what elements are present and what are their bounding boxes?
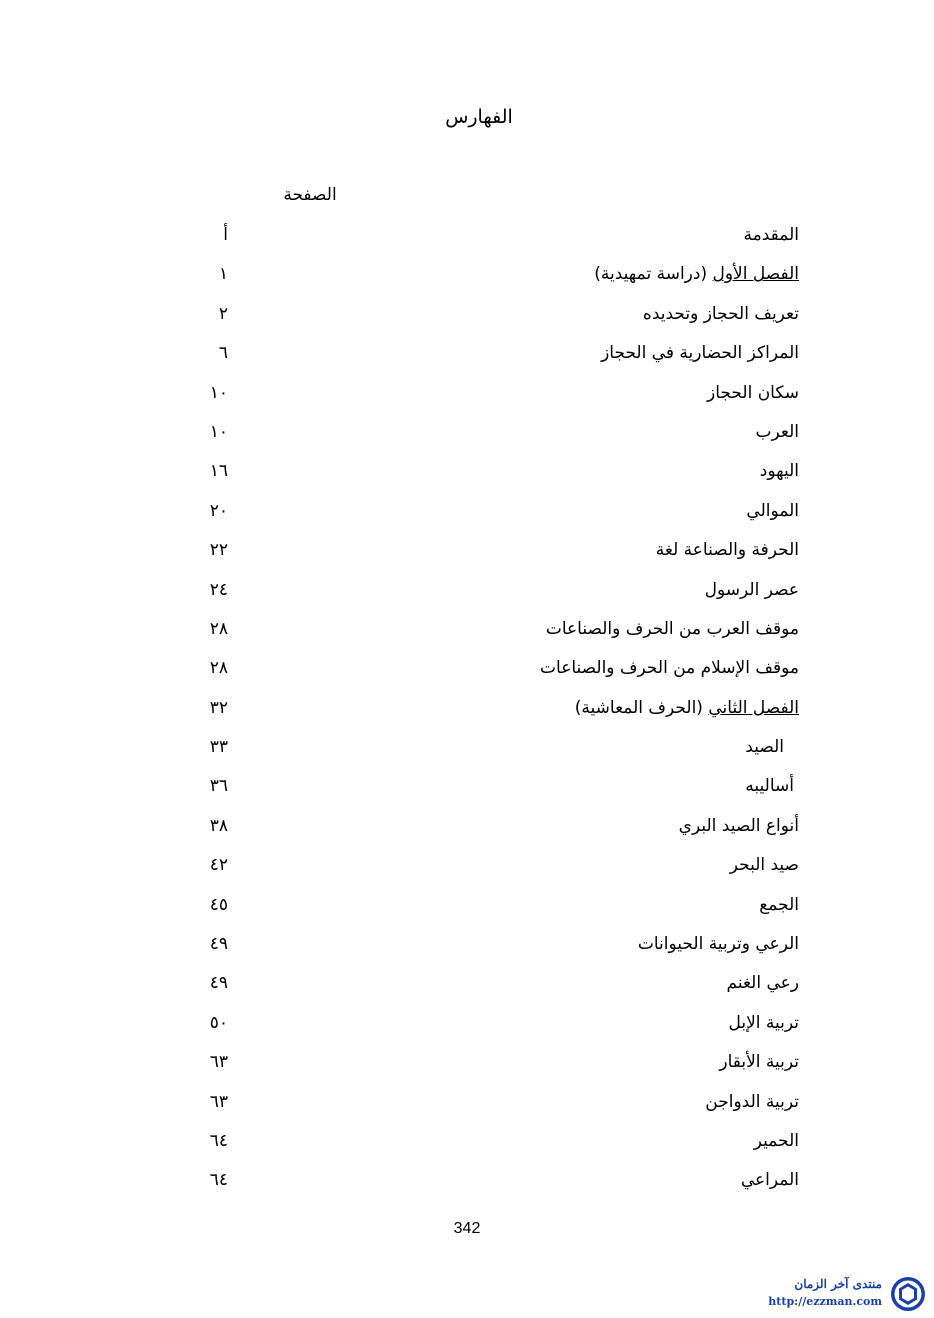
toc-row	[0, 807, 934, 846]
toc-row	[0, 295, 934, 334]
toc-row	[0, 649, 934, 688]
toc-row	[0, 492, 934, 531]
toc-row	[0, 1122, 934, 1161]
toc-row	[0, 216, 934, 255]
toc-row	[0, 1083, 934, 1122]
toc-row	[0, 1161, 934, 1200]
toc-entry	[679, 816, 799, 836]
toc-entry-text: الموالي	[746, 500, 799, 521]
toc-page-number: ١٦	[209, 461, 228, 482]
toc-row	[0, 728, 934, 767]
toc-entry-text: أساليبه	[745, 776, 794, 797]
toc-entry-text: تعريف الحجاز وتحديده	[642, 303, 799, 324]
toc-page-number: ٦٣	[209, 1052, 228, 1073]
toc-page-number: ١٠	[209, 382, 228, 403]
forum-watermark[interactable]	[726, 1274, 926, 1314]
toc-entry-text: موقف العرب من الحرف والصناعات	[545, 618, 799, 639]
toc-entry	[759, 895, 799, 915]
toc-entry	[719, 1052, 799, 1072]
toc-row	[0, 886, 934, 925]
toc-row	[0, 1004, 934, 1043]
toc-entry-text: عصر الرسول	[704, 579, 799, 600]
toc-row	[0, 1043, 934, 1082]
toc-entry	[707, 383, 799, 403]
toc-entry-text: (دراسة تمهيدية)	[594, 264, 713, 285]
toc-entry	[643, 304, 799, 324]
chapter-heading: الفصل الأول	[712, 264, 799, 285]
toc-page-number: ٤٩	[209, 934, 228, 955]
toc-entry	[728, 1013, 799, 1033]
page-title: الفهارس	[445, 106, 513, 128]
toc-page-number: ٢٢	[209, 540, 228, 561]
hexagon-shield-icon	[890, 1276, 926, 1312]
toc-entry	[745, 737, 784, 757]
toc-row	[0, 925, 934, 964]
toc-page-number: ٥٠	[209, 1012, 228, 1033]
toc-row	[0, 255, 934, 294]
table-of-contents	[0, 216, 934, 1201]
toc-entry-text: تربية الدواجن	[705, 1091, 799, 1112]
toc-entry-text: رعي الغنم	[726, 973, 799, 994]
toc-page-number: ٢	[218, 303, 228, 324]
toc-row	[0, 374, 934, 413]
toc-entry-text: المراعي	[740, 1170, 799, 1191]
toc-entry-text: المقدمة	[743, 225, 799, 245]
toc-page-number: ٤٢	[209, 855, 228, 876]
toc-entry-text: الحرفة والصناعة لغة	[655, 540, 799, 561]
toc-entry	[745, 776, 794, 796]
toc-entry	[741, 1170, 799, 1190]
toc-row	[0, 610, 934, 649]
toc-page-number: ٣٨	[209, 815, 228, 836]
toc-entry	[638, 934, 799, 954]
toc-entry	[760, 461, 799, 481]
toc-row	[0, 531, 934, 570]
toc-entry	[746, 501, 799, 521]
toc-entry-text: اليهود	[759, 461, 799, 482]
toc-entry-text: الحمير	[753, 1130, 799, 1151]
toc-page-number: ٦٣	[209, 1091, 228, 1112]
toc-entry-text: الصيد	[745, 737, 784, 758]
watermark-name: منتدى آخر الزمان	[794, 1277, 882, 1291]
toc-entry-text: موقف الإسلام من الحرف والصناعات	[540, 658, 799, 679]
toc-entry	[727, 973, 799, 993]
toc-entry-text: أنواع الصيد البري	[678, 815, 799, 836]
toc-page-number: ٦٤	[209, 1170, 228, 1191]
toc-entry-text: سكان الحجاز	[707, 382, 799, 403]
toc-page-number: ١	[218, 264, 228, 285]
toc-entry-text: الرعي وتربية الحيوانات	[637, 934, 799, 955]
toc-page-number: ٤٩	[209, 973, 228, 994]
toc-entry-text: صيد البحر	[729, 855, 799, 876]
toc-page-number: ٣٦	[209, 776, 228, 797]
toc-row	[0, 689, 934, 728]
toc-entry	[594, 264, 799, 284]
toc-entry-text: (الحرف المعاشية)	[574, 697, 709, 718]
page-column-label: الصفحة	[283, 185, 337, 205]
toc-page-number: ٢٨	[209, 658, 228, 679]
toc-entry-text: تربية الأبقار	[719, 1052, 799, 1073]
toc-row	[0, 334, 934, 373]
toc-entry	[601, 343, 799, 363]
toc-entry-text: المراكز الحضارية في الحجاز	[601, 343, 799, 364]
toc-page-number: ٢٤	[209, 579, 228, 600]
watermark-url[interactable]: http://ezzman.com	[768, 1295, 882, 1308]
toc-row	[0, 846, 934, 885]
toc-page-number: ٢٠	[209, 500, 228, 521]
toc-entry	[756, 422, 800, 442]
toc-entry	[540, 658, 799, 678]
toc-entry	[744, 225, 799, 245]
toc-page-number: ١٠	[209, 421, 228, 442]
toc-row	[0, 413, 934, 452]
toc-entry	[575, 698, 799, 718]
toc-page-number: ٤٥	[209, 894, 228, 915]
toc-entry	[546, 619, 799, 639]
toc-entry-text: العرب	[755, 421, 799, 442]
toc-page-number: ٦	[218, 343, 228, 364]
toc-page-number: ٣٣	[209, 737, 228, 758]
toc-row	[0, 571, 934, 610]
toc-entry	[656, 540, 799, 560]
toc-row	[0, 964, 934, 1003]
toc-entry-text: الجمع	[759, 894, 799, 915]
toc-row	[0, 452, 934, 491]
toc-entry	[705, 580, 799, 600]
toc-page-number: أ	[223, 225, 228, 245]
toc-entry	[705, 1092, 799, 1112]
toc-page-number: ٦٤	[209, 1130, 228, 1151]
toc-page-number: ٢٨	[209, 618, 228, 639]
toc-entry-text: تربية الإبل	[728, 1012, 799, 1033]
toc-entry	[730, 855, 799, 875]
toc-page-number: ٣٢	[209, 697, 228, 718]
chapter-heading: الفصل الثاني	[708, 697, 799, 718]
toc-row	[0, 767, 934, 806]
toc-entry	[754, 1131, 799, 1151]
page-number: 342	[453, 1220, 481, 1237]
